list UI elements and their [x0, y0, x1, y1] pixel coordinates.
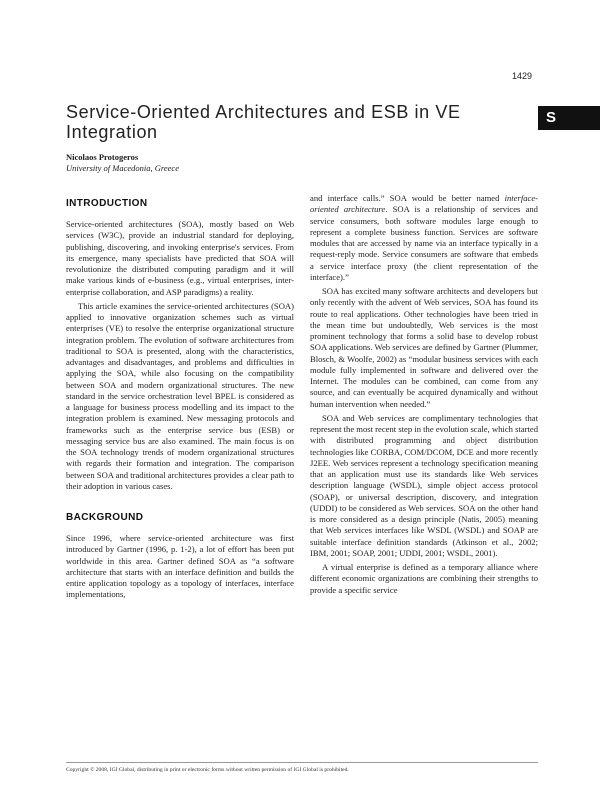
right-column — [310, 193, 538, 596]
author-block — [66, 152, 366, 174]
introduction-heading: INTRODUCTION — [66, 198, 148, 209]
right-paragraph-4: A virtual enterprise is defined as a temporary alliance where different economic organizations are combining their strengths to provide a specific service — [310, 562, 538, 595]
introduction-paragraph-2: This article examines the service-oriented architectures (SOA) applied to innovative organization schemes such as virtual enterprises (VE) to resolve the enterprise organizational structure integration problem. The evolution of software architectures from traditional to SOA is presented, along with the characteristics, advantages and disadvantages, and problems and difficulties in applying the SOA, while also focusing on the compatibility between SOA and modern organizational structures. The new standard in the service orchestration level BPEL is considered as a language for business process modelling and its impact to the integration problem is examined. New messaging protocols and frameworks such as the enterprise service bus (ESB) or messaging service bus are also examined. The main focus is on the SOA technology trends of modern organizational structures with regards their formation and integration. The comparison between SOA and traditional architectures provides a clear path to their adoption in various cases. — [66, 300, 294, 491]
right-paragraph-3: SOA and Web services are complimentary technologies that represent the most recent step in the evolution scale, which started with distributed programming and object distribution technologies like CORBA, COM/DCOM, DCE and more recently J2EE. Web services represent a technology specification meaning that an application must use its standards like Web services description language (WSDL), simple object access protocol (SOAP), or universal description, discovery, and integration (UDDI) to be considered as Web services. SOA on the other hand is more considered as a design principle (Natis, 2005) meaning that Web services interfaces like WSDL (WSDL) and SOAP are suitable interface definition standards (Atkinson et al., 2002; IBM, 2001; SOAP, 2001; UDDI, 2001; WSDL, 2001). — [310, 412, 538, 558]
section-letter-tab: S — [538, 106, 600, 130]
background-paragraph-1: Since 1996, where service-oriented architecture was first introduced by Gartner (1996, p. 1-2), a lot of effort has been put worldwide in this area. Gartner defined SOA as “a software architecture that starts with an interface definition and builds the entire application topology as a topology of interfaces, interface implementations, — [66, 533, 294, 600]
author-affiliation: University of Macedonia, Greece — [66, 163, 179, 173]
footer-divider — [66, 762, 538, 763]
page-number: 1429 — [512, 71, 533, 81]
copyright-notice: Copyright © 2008, IGI Global, distributing in print or electronic forms without written permission of IGI Global is prohibited. — [66, 767, 349, 773]
background-heading: BACKGROUND — [66, 512, 144, 523]
right-paragraph-1 — [310, 193, 538, 283]
article-title: Service-Oriented Architectures and ESB in VE Integration — [66, 102, 461, 142]
introduction-paragraph-1: Service-oriented architectures (SOA), mostly based on Web services (W3C), provide an industrial standard for deploying, publishing, discovering, and invoking enterprise's services. From its emergence, many specialists have predicted that SOA will revolutionize the distributed computing paradigm and it will make various kinds of e-business (e.g., virtual enterprises, inter-enterprise collaboration, and ASP paradigms) a reality. — [66, 219, 294, 297]
right-paragraph-1-start: and interface calls.” SOA would be better named — [310, 193, 505, 203]
right-paragraph-2: SOA has excited many software architects and developers but only recently with the advent of Web services, SOA has found its route to real applications. Other technologies have been tried in the mean time but undoubtedly, Web services is the most prominent technology that forms a solid base to develop robust SOA applications. Web services are defined by Gartner (Plummer, Blosch, & Woolfe, 2002) as “modular business services with each module fully implemented in software and delivered over the Internet. The modules can be combined, can come from any source, and can eventually be acquired dynamically and without human intervention when needed.” — [310, 286, 538, 409]
right-paragraph-1-end: . SOA is a relationship of services and service consumers, both software modules large enough to represent a complete business function. Services are software modules that are accessed by name via an interface typically in a request-reply mode. Service consumers are software that embeds a service interface proxy (the client representation of the interface).” — [310, 204, 538, 282]
interface-oriented-emphasis: interface-oriented architecture — [310, 193, 538, 215]
author-name: Nicolaos Protogeros — [66, 152, 139, 162]
left-column — [66, 198, 294, 601]
